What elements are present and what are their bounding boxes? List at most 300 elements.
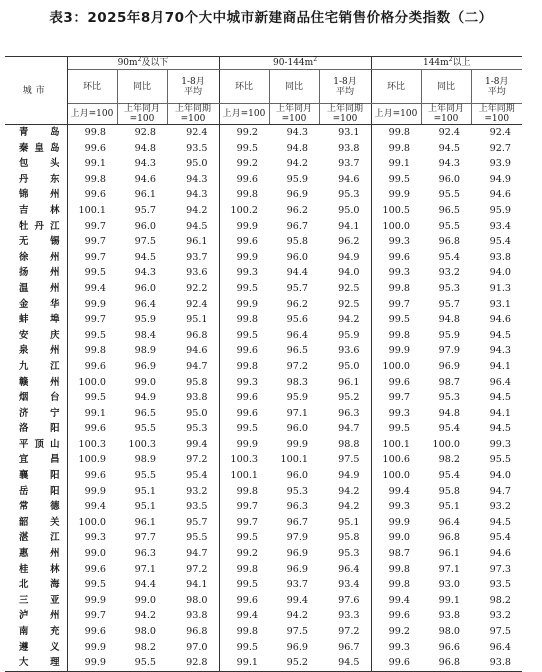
index-value-cell: 93.8: [471, 655, 522, 671]
index-value-cell: 95.9: [134, 314, 156, 326]
table-row: [5, 375, 522, 391]
table-row: [5, 406, 522, 422]
index-value-cell: 99.6: [219, 172, 269, 188]
table-row: [5, 655, 522, 671]
index-value-cell: 95.4: [438, 470, 460, 482]
index-value-cell: 100.0: [371, 219, 421, 235]
table-row: [5, 203, 522, 219]
index-value-cell: 99.7: [84, 610, 106, 622]
index-value-cell: 96.3: [134, 548, 156, 560]
index-value-cell: 99.5: [219, 328, 269, 344]
index-value-cell: 92.4: [186, 127, 208, 138]
city-name-cell: 锦州: [5, 187, 67, 203]
index-value-cell: 97.7: [134, 532, 156, 544]
city-name-cell: 韶关: [5, 515, 67, 531]
index-value-cell: 99.1: [219, 655, 269, 671]
index-value-cell: 93.6: [338, 345, 360, 357]
city-name-cell: 常德: [5, 499, 67, 515]
index-value-cell: 99.3: [489, 438, 512, 450]
city-name-cell: 赣州: [5, 375, 67, 391]
table-row: [5, 172, 522, 188]
index-value-cell: 99.6: [84, 423, 106, 435]
index-value-cell: 99.8: [371, 125, 421, 141]
index-value-cell: 94.8: [438, 407, 460, 419]
index-value-cell: 99.9: [286, 438, 308, 450]
index-value-cell: 96.4: [286, 329, 308, 341]
index-value-cell: 91.3: [489, 282, 512, 294]
index-value-cell: 99.4: [371, 593, 421, 609]
index-value-cell: 96.8: [438, 532, 460, 544]
index-value-cell: 95.0: [186, 158, 208, 170]
index-value-cell: 97.2: [338, 626, 360, 637]
index-value-cell: 97.9: [438, 345, 460, 357]
index-value-cell: 95.8: [338, 532, 360, 544]
city-column-header: 城市: [5, 57, 67, 125]
index-value-cell: 95.4: [438, 423, 460, 435]
index-value-cell: 96.8: [186, 329, 208, 341]
index-value-cell: 99.7: [219, 499, 269, 515]
index-value-cell: 92.5: [338, 282, 360, 294]
table-row: [5, 484, 522, 500]
group-header-medium: $90-144m^2$: [219, 57, 371, 70]
index-value-cell: 99.3: [84, 532, 106, 544]
index-value-cell: 96.5: [438, 204, 460, 216]
index-value-cell: 95.9: [286, 173, 308, 185]
table-row: [5, 515, 522, 531]
index-value-cell: 96.0: [438, 173, 460, 185]
index-value-cell: 99.1: [84, 407, 106, 419]
index-value-cell: 94.5: [134, 251, 156, 263]
index-value-cell: 98.0: [134, 626, 156, 637]
index-value-cell: 99.6: [371, 375, 421, 391]
index-value-cell: 94.0: [489, 470, 512, 482]
sub-header-mom: 环比: [219, 70, 269, 104]
city-name-cell: 遵义: [5, 640, 67, 656]
index-value-cell: 95.9: [489, 204, 512, 216]
index-value-cell: 99.8: [219, 624, 269, 640]
index-value-cell: 97.2: [286, 360, 308, 372]
index-value-cell: 99.6: [84, 470, 106, 482]
index-value-cell: 93.5: [186, 142, 208, 154]
index-value-cell: 96.6: [438, 641, 460, 653]
index-value-cell: 94.5: [186, 220, 208, 232]
index-value-cell: 99.9: [84, 641, 106, 653]
index-value-cell: 99.9: [371, 343, 421, 359]
index-value-cell: 96.3: [338, 407, 360, 419]
index-value-cell: 99.9: [371, 515, 421, 531]
base-header-yoy: 上年同月 =100: [269, 104, 319, 125]
index-value-cell: 95.2: [338, 392, 360, 404]
index-value-cell: 96.1: [438, 548, 460, 560]
index-value-cell: 94.8: [438, 314, 460, 326]
table-row: [5, 546, 522, 562]
index-value-cell: 93.2: [186, 485, 208, 497]
index-value-cell: 96.7: [338, 641, 360, 653]
index-value-cell: 94.5: [319, 655, 371, 671]
sub-header-yoy: 同比: [269, 70, 319, 104]
index-value-cell: 99.8: [84, 173, 106, 185]
table-row: [5, 297, 522, 313]
index-value-cell: 96.0: [286, 470, 308, 482]
index-value-cell: 93.7: [338, 158, 360, 170]
sub-header-mom: 环比: [371, 70, 421, 104]
index-value-cell: 99.9: [67, 655, 117, 671]
index-value-cell: 99.5: [219, 530, 269, 546]
page-title: 表3：2025年8月70个大中城市新建商品住宅销售价格分类指数（二）: [49, 10, 493, 26]
base-header-yoy: 上年同月 =100: [421, 104, 471, 125]
index-value-cell: 97.5: [286, 626, 308, 637]
table-row: [5, 468, 522, 484]
index-value-cell: 96.7: [286, 220, 308, 232]
index-value-cell: 99.9: [219, 250, 269, 266]
index-value-cell: 99.7: [84, 220, 106, 232]
index-value-cell: 95.9: [338, 329, 360, 341]
city-name-cell: 三亚: [5, 593, 67, 609]
index-value-cell: 99.5: [371, 172, 421, 188]
index-value-cell: 94.6: [489, 314, 512, 326]
index-value-cell: 93.2: [438, 267, 460, 279]
index-value-cell: 99.3: [371, 406, 421, 422]
table-row: [5, 328, 522, 344]
index-value-cell: 96.0: [134, 220, 156, 232]
city-name-cell: 包头: [5, 156, 67, 172]
index-value-cell: 97.2: [186, 563, 208, 575]
index-value-cell: 97.5: [134, 236, 156, 248]
city-name-cell: 安庆: [5, 328, 67, 344]
index-value-cell: 100.5: [371, 203, 421, 219]
index-value-cell: 92.5: [338, 298, 360, 310]
index-value-cell: 99.7: [84, 251, 106, 263]
city-name-cell: 湛江: [5, 530, 67, 546]
index-value-cell: 99.4: [219, 608, 269, 624]
index-value-cell: 94.7: [489, 485, 512, 497]
index-value-cell: 94.2: [338, 501, 360, 513]
table-row: [5, 390, 522, 406]
price-index-table: [5, 56, 522, 672]
index-value-cell: 95.0: [186, 407, 208, 419]
index-value-cell: 99.5: [371, 421, 421, 437]
index-value-cell: 99.0: [134, 594, 156, 606]
index-value-cell: 97.1: [438, 563, 460, 575]
city-name-cell: 青岛: [5, 125, 67, 141]
index-value-cell: 100.0: [78, 376, 106, 388]
index-value-cell: 99.6: [371, 608, 421, 624]
index-value-cell: 96.8: [421, 655, 471, 671]
index-value-cell: 94.5: [489, 392, 512, 404]
index-value-cell: 96.5: [286, 345, 308, 357]
index-value-cell: 96.4: [338, 563, 360, 575]
index-value-cell: 95.1: [438, 501, 460, 513]
city-name-cell: 吉林: [5, 203, 67, 219]
city-name-cell: 金华: [5, 297, 67, 313]
index-value-cell: 98.3: [286, 376, 308, 388]
index-value-cell: 95.7: [438, 298, 460, 310]
city-name-cell: 徐州: [5, 250, 67, 266]
index-value-cell: 93.8: [489, 251, 512, 263]
index-value-cell: 99.6: [371, 655, 421, 671]
index-value-cell: 95.7: [286, 282, 308, 294]
index-value-cell: 93.2: [489, 501, 512, 513]
base-header-avg: 上年同期 =100: [167, 104, 219, 125]
index-value-cell: 98.0: [438, 626, 460, 637]
index-value-cell: 95.3: [338, 548, 360, 560]
index-value-cell: 98.9: [134, 345, 156, 357]
index-value-cell: 92.8: [134, 127, 156, 138]
index-value-cell: 95.8: [438, 485, 460, 497]
index-value-cell: 99.5: [219, 577, 269, 593]
index-value-cell: 100.6: [371, 452, 421, 468]
index-value-cell: 99.6: [84, 563, 106, 575]
index-value-cell: 99.8: [371, 562, 421, 578]
index-value-cell: 94.2: [134, 610, 156, 622]
index-value-cell: 100.3: [78, 438, 106, 450]
index-value-cell: 95.5: [438, 220, 460, 232]
index-value-cell: 95.1: [134, 485, 156, 497]
index-value-cell: 99.9: [84, 594, 106, 606]
index-value-cell: 95.1: [186, 314, 208, 326]
city-name-cell: 北海: [5, 577, 67, 593]
index-value-cell: 99.4: [186, 438, 208, 450]
index-value-cell: 99.5: [84, 392, 106, 404]
index-value-cell: 99.0: [134, 376, 156, 388]
index-value-cell: 94.3: [489, 345, 512, 357]
index-value-cell: 99.8: [84, 345, 106, 357]
index-value-cell: 95.7: [186, 516, 208, 528]
index-value-cell: 95.8: [286, 236, 308, 248]
city-name-cell: 牡丹江: [5, 219, 67, 235]
index-value-cell: 99.7: [84, 314, 106, 326]
index-value-cell: 99.5: [219, 141, 269, 157]
city-name-cell: 丹东: [5, 172, 67, 188]
city-name-cell: 桂林: [5, 562, 67, 578]
index-value-cell: 94.5: [489, 423, 512, 435]
table-row: [5, 640, 522, 656]
index-value-cell: 98.7: [371, 546, 421, 562]
index-value-cell: 99.1: [84, 158, 106, 170]
index-value-cell: 95.5: [186, 532, 208, 544]
city-name-cell: 烟台: [5, 390, 67, 406]
index-value-cell: 98.0: [186, 594, 208, 606]
index-value-cell: 99.2: [219, 156, 269, 172]
index-value-cell: 94.4: [286, 267, 308, 279]
index-value-cell: 94.6: [489, 189, 512, 201]
index-value-cell: 95.2: [269, 655, 319, 671]
index-value-cell: 95.5: [117, 655, 167, 671]
city-name-cell: 秦皇岛: [5, 141, 67, 157]
index-value-cell: 99.6: [219, 390, 269, 406]
city-name-cell: 惠州: [5, 546, 67, 562]
index-value-cell: 96.9: [286, 641, 308, 653]
index-value-cell: 95.4: [489, 236, 512, 248]
index-value-cell: 95.5: [489, 454, 512, 466]
index-value-cell: 93.9: [489, 158, 512, 170]
index-value-cell: 99.7: [84, 236, 106, 248]
index-value-cell: 99.2: [371, 624, 421, 640]
index-value-cell: 98.2: [134, 641, 156, 653]
index-value-cell: 99.3: [219, 265, 269, 281]
index-value-cell: 94.2: [186, 204, 208, 216]
index-value-cell: 99.9: [371, 187, 421, 203]
index-value-cell: 96.4: [134, 298, 156, 310]
index-value-cell: 99.8: [219, 187, 269, 203]
index-value-cell: 96.2: [338, 236, 360, 248]
index-value-cell: 96.0: [286, 423, 308, 435]
base-header-mom: 上月=100: [371, 104, 421, 125]
city-name-cell: 泉州: [5, 343, 67, 359]
sub-header-yoy: 同比: [421, 70, 471, 104]
index-value-cell: 99.8: [84, 127, 106, 138]
city-name-cell: 宜昌: [5, 452, 67, 468]
index-value-cell: 94.3: [186, 173, 208, 185]
index-value-cell: 94.2: [338, 485, 360, 497]
index-value-cell: 96.4: [489, 376, 512, 388]
city-name-cell: 泸州: [5, 608, 67, 624]
index-value-cell: 93.0: [438, 579, 460, 591]
index-value-cell: 99.8: [219, 562, 269, 578]
city-name-cell: 洛阳: [5, 421, 67, 437]
index-value-cell: 96.0: [134, 282, 156, 294]
index-value-cell: 95.1: [134, 501, 156, 513]
table-row: [5, 141, 522, 157]
table-row: [5, 437, 522, 453]
city-name-cell: 济宁: [5, 406, 67, 422]
index-value-cell: 99.5: [219, 640, 269, 656]
table-row: [5, 219, 522, 235]
index-value-cell: 100.3: [219, 452, 269, 468]
index-value-cell: 94.1: [489, 407, 512, 419]
index-value-cell: 94.9: [134, 392, 156, 404]
index-value-cell: 99.6: [219, 593, 269, 609]
index-value-cell: 100.0: [432, 438, 460, 450]
index-value-cell: 95.5: [438, 189, 460, 201]
city-name-cell: 九江: [5, 359, 67, 375]
index-value-cell: 96.9: [286, 563, 308, 575]
index-value-cell: 99.6: [219, 343, 269, 359]
table-row: [5, 452, 522, 468]
index-value-cell: 94.5: [489, 329, 512, 341]
index-value-cell: 95.3: [286, 485, 308, 497]
index-value-cell: 99.9: [219, 219, 269, 235]
index-value-cell: 99.2: [219, 125, 269, 141]
index-value-cell: 93.1: [338, 127, 360, 138]
index-value-cell: 99.8: [219, 359, 269, 375]
index-value-cell: 99.3: [371, 640, 421, 656]
index-value-cell: 93.5: [489, 579, 512, 591]
index-value-cell: 93.3: [338, 610, 360, 622]
index-value-cell: 99.3: [371, 265, 421, 281]
index-value-cell: 96.1: [134, 516, 156, 528]
table-header: [5, 57, 522, 125]
city-name-cell: 平顶山: [5, 437, 67, 453]
index-value-cell: 94.5: [438, 142, 460, 154]
index-value-cell: 99.4: [371, 484, 421, 500]
index-value-cell: 96.2: [286, 204, 308, 216]
table-row: [5, 593, 522, 609]
index-value-cell: 97.1: [286, 407, 308, 419]
index-value-cell: 99.6: [84, 142, 106, 154]
index-value-cell: 93.1: [489, 298, 512, 310]
index-value-cell: 95.4: [438, 251, 460, 263]
index-value-cell: 99.8: [371, 577, 421, 593]
index-value-cell: 94.7: [338, 423, 360, 435]
index-value-cell: 96.1: [338, 376, 360, 388]
index-value-cell: 92.2: [186, 282, 208, 294]
index-value-cell: 96.8: [186, 626, 208, 637]
index-value-cell: 94.3: [438, 158, 460, 170]
table-row: [5, 577, 522, 593]
index-value-cell: 98.2: [489, 594, 512, 606]
index-value-cell: 96.0: [286, 251, 308, 263]
index-value-cell: 95.0: [338, 204, 360, 216]
index-value-cell: 98.2: [438, 454, 460, 466]
index-value-cell: 94.3: [286, 127, 308, 138]
index-value-cell: 96.9: [286, 548, 308, 560]
index-value-cell: 94.2: [286, 158, 308, 170]
index-value-cell: 93.8: [186, 392, 208, 404]
index-value-cell: 96.3: [286, 501, 308, 513]
city-name-cell: 大理: [5, 655, 67, 671]
index-value-cell: 96.9: [134, 360, 156, 372]
sub-header-avg: 1-8月 平均: [167, 70, 219, 104]
index-value-cell: 94.2: [286, 610, 308, 622]
index-value-cell: 94.3: [134, 267, 156, 279]
index-value-cell: 100.1: [219, 468, 269, 484]
index-value-cell: 94.9: [489, 173, 512, 185]
base-header-mom: 上月=100: [219, 104, 269, 125]
index-value-cell: 94.2: [338, 314, 360, 326]
index-value-cell: 93.8: [338, 142, 360, 154]
sub-header-avg: 1-8月 平均: [471, 70, 522, 104]
sub-header-mom: 环比: [67, 70, 117, 104]
index-value-cell: 98.7: [438, 376, 460, 388]
index-value-cell: 92.7: [489, 142, 512, 154]
table-row: [5, 608, 522, 624]
index-value-cell: 93.4: [338, 579, 360, 591]
table-row: [5, 265, 522, 281]
index-value-cell: 99.9: [219, 297, 269, 313]
table-row: [5, 312, 522, 328]
index-value-cell: 94.7: [186, 548, 208, 560]
index-value-cell: 94.6: [489, 548, 512, 560]
index-value-cell: 92.8: [167, 655, 219, 671]
index-value-cell: 99.3: [219, 375, 269, 391]
city-name-cell: 蚌埠: [5, 312, 67, 328]
index-value-cell: 95.5: [134, 423, 156, 435]
index-value-cell: 99.6: [219, 406, 269, 422]
index-value-cell: 95.4: [186, 470, 208, 482]
index-value-cell: 97.5: [489, 626, 512, 637]
city-name-cell: 岳阳: [5, 484, 67, 500]
index-value-cell: 99.6: [84, 189, 106, 201]
index-value-cell: 94.8: [134, 142, 156, 154]
index-value-cell: 97.6: [338, 594, 360, 606]
index-value-cell: 92.4: [489, 127, 512, 138]
index-value-cell: 97.3: [489, 563, 512, 575]
index-value-cell: 99.5: [84, 579, 106, 591]
index-value-cell: 95.5: [134, 470, 156, 482]
index-value-cell: 99.1: [438, 594, 460, 606]
index-value-cell: 99.1: [371, 156, 421, 172]
index-value-cell: 94.3: [134, 158, 156, 170]
index-value-cell: 94.0: [338, 267, 360, 279]
index-value-cell: 97.2: [186, 454, 208, 466]
index-value-cell: 96.1: [186, 236, 208, 248]
index-value-cell: 99.8: [219, 484, 269, 500]
table-row: [5, 562, 522, 578]
index-value-cell: 92.4: [186, 298, 208, 310]
index-value-cell: 94.3: [186, 189, 208, 201]
index-value-cell: 97.1: [134, 563, 156, 575]
